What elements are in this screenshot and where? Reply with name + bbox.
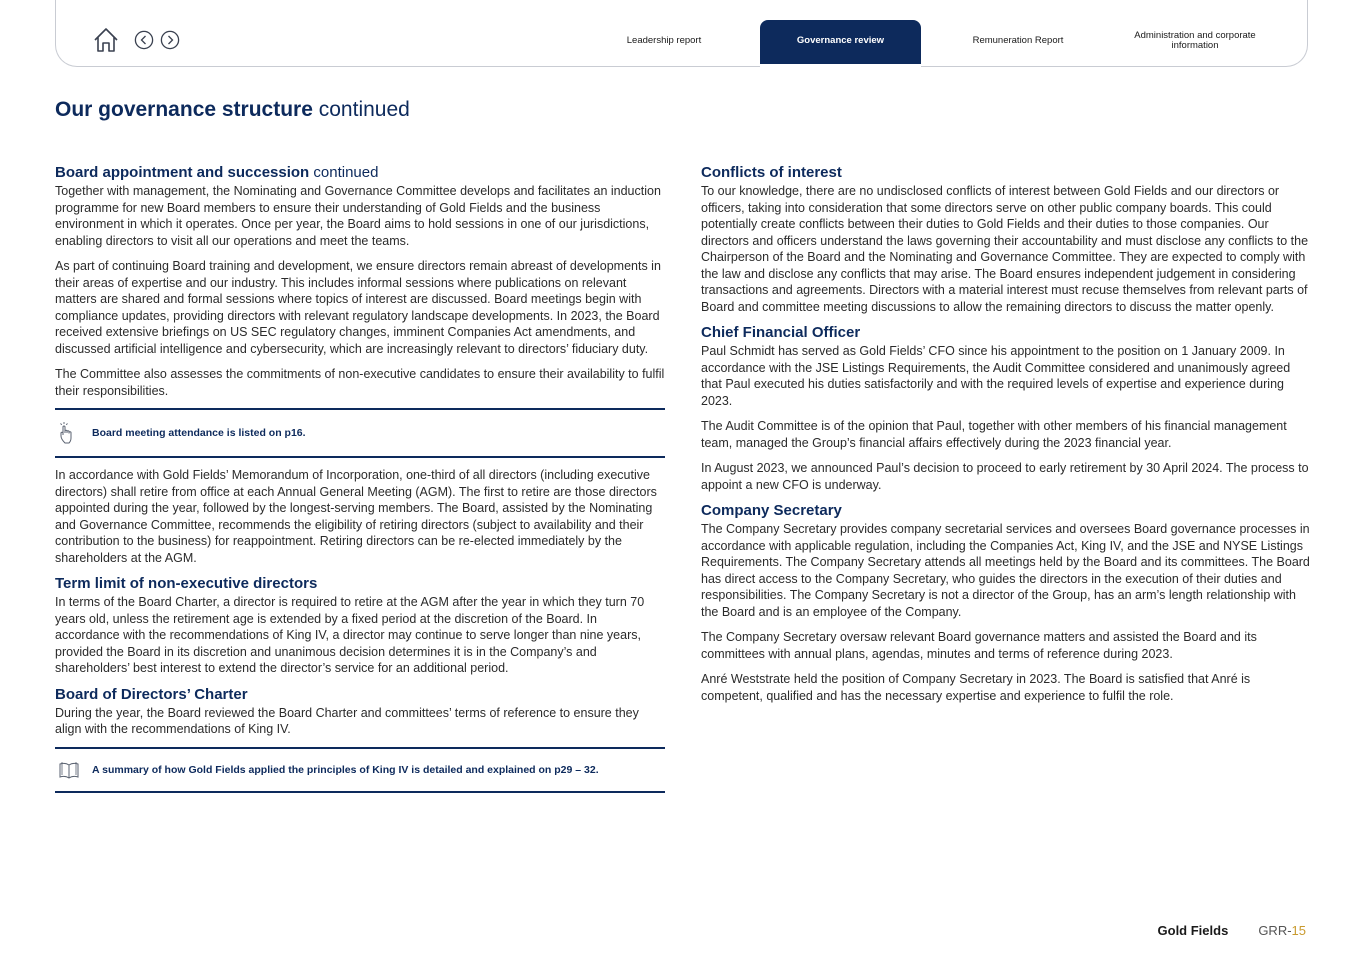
section-tabs (56, 0, 1307, 66)
term-limit-heading: Term limit of non-executive directors (55, 575, 318, 592)
tab-governance-review[interactable]: Governance review (760, 20, 921, 67)
tab-administration[interactable]: Administration and corporate information (1134, 29, 1256, 51)
page-title-main: Our governance structure (55, 98, 313, 121)
board-appointment-heading (55, 164, 665, 182)
page-title-suffix: continued (318, 98, 410, 121)
conflicts-heading: Conflicts of interest (701, 164, 842, 181)
director-rotation-paragraph: In accordance with Gold Fields’ Memorandum of Incorporation, one-third of all directors (including executive directors) shall retire from office at each Annual General Meeting (AGM). The first to retire are those directors appointed during the year, followed by the longest-serving members. The Board, assisted by the Nominating and Governance Committee, recommends the eligibility of retiring directors (subject to availability and their contribution to the business) for reappointment. Retiring directors can be re-elected immediately by the shareholders at the AGM. (55, 468, 657, 565)
term-limit-paragraph: In terms of the Board Charter, a director is required to retire at the AGM after the year in which they turn 70 years old, unless the retirement age is extended by a fixed period at the discretion of the Board. In accordance with the recommendations of King IV, a director may continue to serve longer than nine years, provided the Board in its discretion and unanimous decision determines it is in the Company’s and shareholders’ best interest to extend the director’s service for an additional period. (55, 595, 645, 675)
cfo-paragraph-3: In August 2023, we announced Paul’s decision to proceed to early retirement by 30 April 2024. The process to appoint a new CFO is underway. (701, 461, 1309, 492)
conflicts-paragraph: To our knowledge, there are no undisclosed conflicts of interest between Gold Fields and our directors or officers, taking into consideration that some directors serve on other public company boards. This could potentially create conflicts between their duties to Gold Fields and their duties to those companies. Our directors and officers understand the laws governing their accountability and must disclose any conflicts to the Chairperson of the Board and the Nominating and Governance Committee. They are expected to comply with the law and disclose any conflicts that may arise. The Board ensures independent judgement in considering transactions and agreements. Directors with a material interest must recuse themselves from relevant parts of Board and committee meeting discussions to allow the remaining directors to discuss the matter openly. (701, 184, 1309, 314)
footer-brand: Gold Fields (1157, 923, 1229, 938)
board-appointment-paragraph-1: Together with management, the Nominating and Governance Committee develops and facilitates an induction programme for new Board members to ensure their understanding of Gold Fields and the business environment in which it operates. Once per year, the Board aims to hold sessions in one of our jurisdictions, enabling directors to visit all our operations and meet the teams. (55, 184, 661, 248)
company-secretary-paragraph-2: The Company Secretary oversaw relevant Board governance matters and assisted the Board and its committees with annual plans, agendas, minutes and terms of reference during 2023. (701, 630, 1257, 661)
company-secretary-paragraph-3: Anré Weststrate held the position of Company Secretary in 2023. The Board is satisfied that Anré is competent, qualified and has the necessary expertise and experience to fulfil the role. (701, 672, 1251, 703)
page-title (55, 98, 410, 122)
callout-attendance[interactable] (55, 408, 665, 458)
board-appointment-paragraph-2: As part of continuing Board training and development, we ensure directors remain abreast of developments in their areas of expertise and our industry. This includes informal sessions where publications on relevant matters are shared and formal sessions where topics of interest are discussed. Board meetings begin with compliance updates, providing directors with relevant regulatory landscape developments. In 2023, the Board received extensive briefings on US SEC regulatory changes, imminent Companies Act amendments, and discussed artificial intelligence and cybersecurity, which are increasingly relevant to directors’ fiduciary duty. (55, 259, 661, 356)
company-secretary-heading: Company Secretary (701, 502, 842, 519)
board-appointment-paragraph-3: The Committee also assesses the commitments of non-executive candidates to ensure their availability to fulfil their responsibilities. (55, 367, 665, 398)
callout-king-iv[interactable] (55, 747, 665, 793)
board-charter-paragraph: During the year, the Board reviewed the Board Charter and committees’ terms of reference to ensure they align with the recommendations of King IV. (55, 705, 639, 736)
page-number: 15 (1291, 923, 1306, 938)
left-column (55, 164, 665, 802)
footer-report-code: GRR- (1258, 923, 1292, 938)
board-appointment-heading-main: Board appointment and succession (55, 164, 310, 181)
section-company-secretary (701, 502, 1311, 704)
company-secretary-paragraph-1: The Company Secretary provides company secretarial services and oversees Board governance processes in accordance with applicable regulation, including the Companies Act, King IV, and the JSE and NYSE Listings Requirements. The Company Secretary attends all meetings held by the Board and its committees. The Board has direct access to the Company Secretary, who guides the directors in the execution of their duties and responsibilities. The Company Secretary is not a director of the Group, has an arm’s length relationship with the Board and is an employee of the Company. (701, 522, 1310, 619)
section-conflicts (701, 164, 1311, 315)
callout-king-iv-text: A summary of how Gold Fields applied the principles of King IV is detailed and explained on p29 – 32. (92, 763, 599, 776)
board-charter-heading: Board of Directors’ Charter (55, 685, 248, 703)
cfo-heading: Chief Financial Officer (701, 324, 861, 341)
section-cfo (701, 324, 1311, 493)
cfo-paragraph-2: The Audit Committee is of the opinion that Paul, together with other members of his financial management team, managed the Group’s financial affairs effectively during the 2023 financial year. (701, 419, 1287, 450)
pointing-hand-icon (58, 421, 84, 445)
section-term-limit (55, 575, 665, 677)
top-navigation-bar (55, 0, 1308, 67)
tab-leadership-report[interactable]: Leadership report (626, 34, 702, 46)
tab-remuneration-report[interactable]: Remuneration Report (972, 34, 1064, 46)
right-column (701, 164, 1311, 713)
section-board-appointment (55, 164, 665, 399)
open-book-icon (58, 761, 84, 779)
board-appointment-heading-suffix: continued (313, 164, 379, 181)
page-footer (1158, 923, 1306, 938)
cfo-paragraph-1: Paul Schmidt has served as Gold Fields’ CFO since his appointment to the position on 1 January 2009. In accordance with the JSE Listings Requirements, the Audit Committee considered and unanimously agreed that Paul executed his duties satisfactorily and with the required levels of expertise and experience during 2023. (701, 344, 1291, 408)
section-board-charter (55, 686, 665, 738)
callout-attendance-text: Board meeting attendance is listed on p16. (92, 427, 306, 439)
